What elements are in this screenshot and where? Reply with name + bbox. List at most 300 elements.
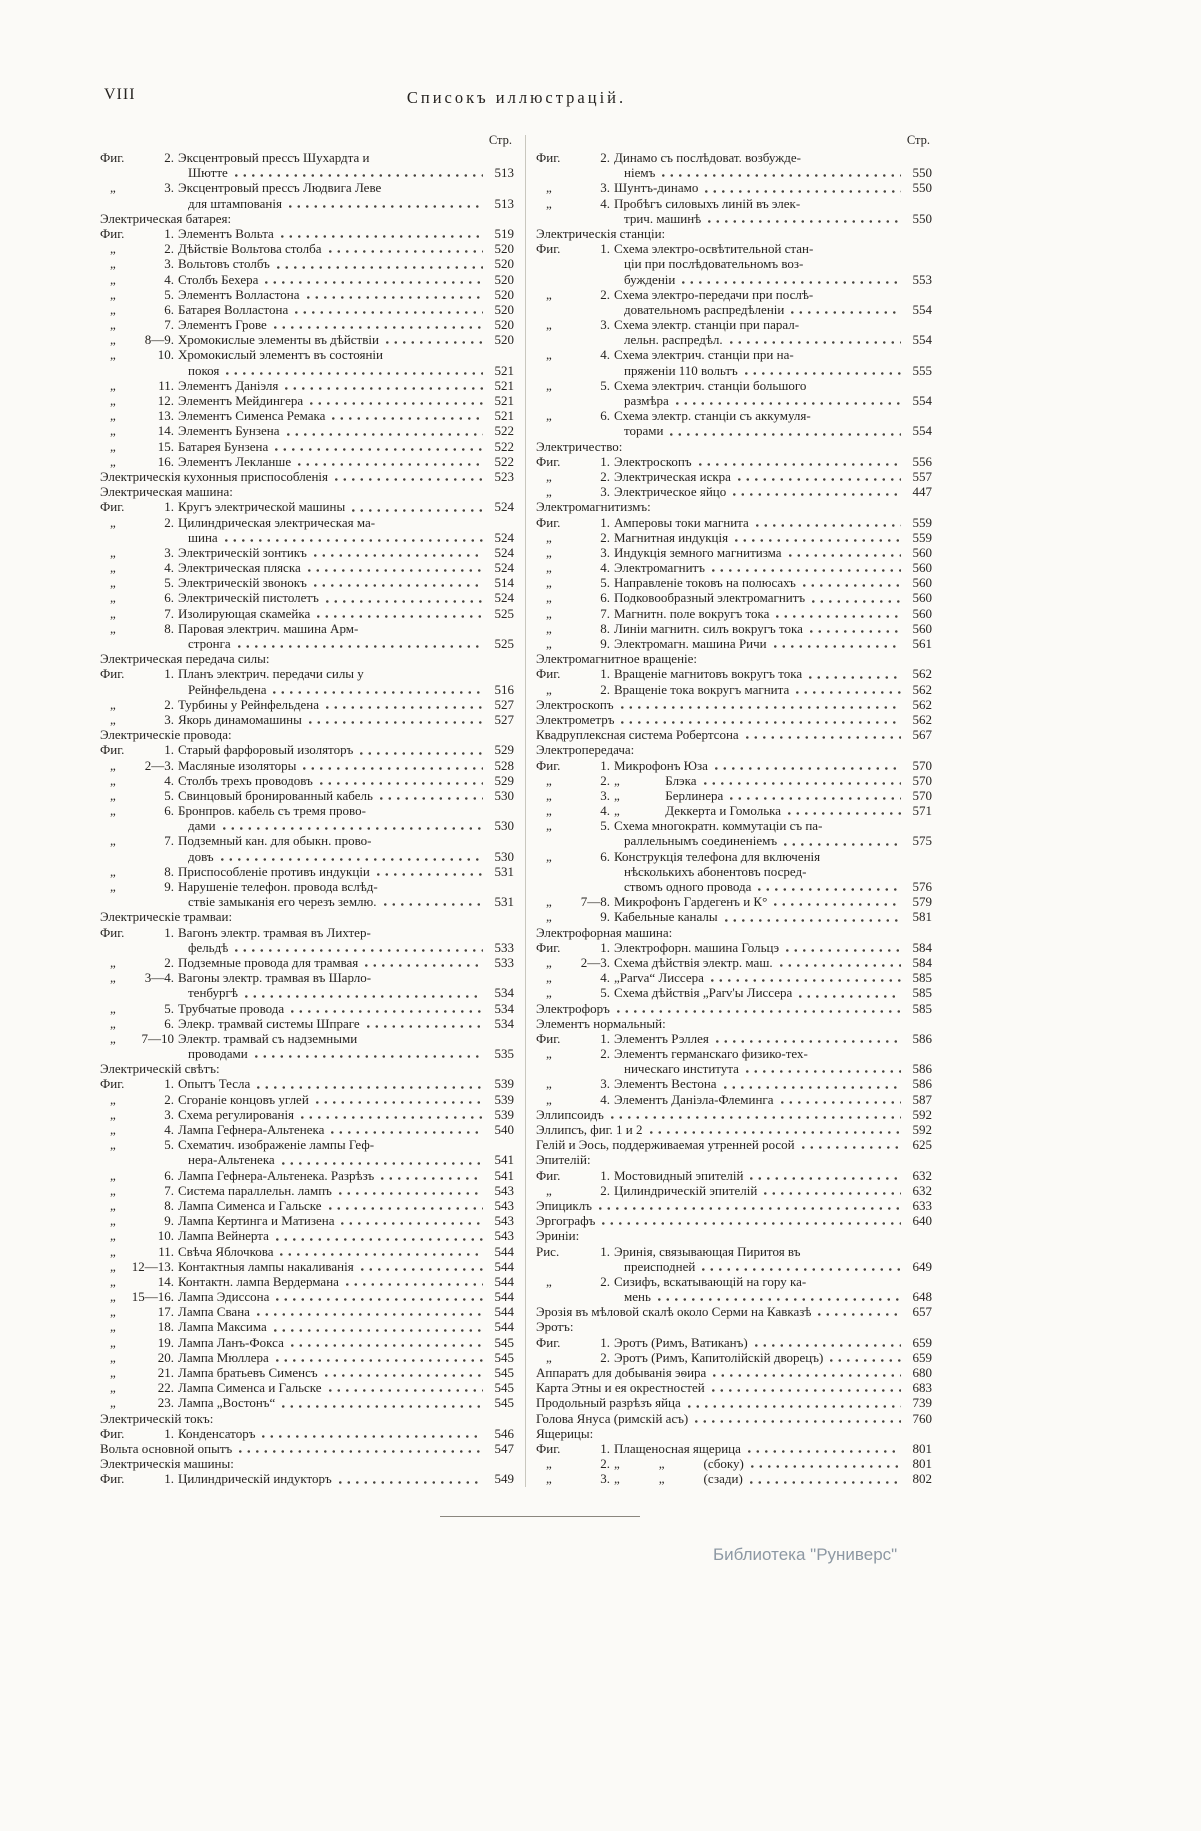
figure-number: 5. — [164, 1137, 174, 1153]
dot-leader — [365, 964, 483, 967]
figure-marker: „ — [546, 681, 552, 697]
entry-text: покоя — [188, 362, 220, 378]
entry-text: пряженіи 110 вольтъ — [624, 362, 738, 378]
entry-text: Элементъ нормальный: — [536, 1015, 666, 1031]
page-number: 525 — [494, 605, 514, 621]
figure-number: 1. — [600, 241, 610, 257]
section-heading — [536, 1426, 932, 1441]
page-number: 562 — [912, 711, 932, 727]
page-number: 585 — [912, 985, 932, 1001]
page-number: 554 — [912, 393, 932, 408]
figure-entry — [100, 241, 514, 256]
dot-leader — [257, 1086, 483, 1089]
entry-text: Электрофорн. машина Гольцэ — [614, 939, 780, 955]
figure-entry — [536, 1183, 932, 1198]
dot-leader — [276, 1238, 483, 1241]
entry-text: Подковообразный электромагнитъ — [614, 590, 806, 606]
figure-entry — [100, 317, 514, 332]
figure-label — [100, 970, 174, 985]
figure-number: 5. — [164, 787, 174, 803]
dot-leader — [611, 1116, 901, 1119]
figure-entry — [536, 530, 932, 545]
figure-marker: „ — [110, 438, 116, 454]
figure-entry — [100, 408, 514, 423]
figure-label — [100, 1259, 174, 1274]
entry-text: Электрическія станціи: — [536, 225, 666, 241]
index-entry — [536, 1198, 932, 1213]
entry-text: Электрофорная машина: — [536, 924, 673, 940]
figure-number: 7—10 — [141, 1030, 174, 1046]
entry-continuation — [536, 879, 932, 894]
figure-label — [100, 1031, 174, 1046]
figure-entry — [100, 1122, 514, 1137]
entry-text: „ Берлинера — [614, 787, 724, 803]
entry-continuation — [536, 363, 932, 378]
figure-marker: Фиг. — [100, 499, 125, 515]
dot-leader — [621, 706, 901, 709]
page-number: 521 — [494, 377, 514, 393]
figure-marker: Фиг. — [100, 1076, 125, 1092]
figure-label — [536, 940, 610, 955]
page-number: 801 — [912, 1456, 932, 1472]
page-number: 549 — [494, 1471, 514, 1487]
entry-text: Элементъ Даніэла-Флеминга — [614, 1091, 774, 1107]
page-number: 541 — [494, 1152, 514, 1168]
dot-leader — [796, 691, 901, 694]
figure-entry — [100, 393, 514, 408]
figure-number: 5. — [164, 1000, 174, 1016]
entry-text: Вагонъ электр. трамвая въ Лихтер- — [178, 924, 371, 940]
figure-entry — [100, 1016, 514, 1031]
figure-number: 10. — [157, 1228, 174, 1244]
figure-label — [100, 955, 174, 970]
dot-leader — [341, 1222, 483, 1225]
figure-marker: „ — [546, 772, 552, 788]
figure-number: 8—9. — [144, 332, 174, 348]
dot-leader — [276, 1298, 483, 1301]
entry-text: Сизифъ, вскатывающій на гору ка- — [614, 1273, 807, 1289]
figure-marker: „ — [110, 317, 116, 333]
dot-leader — [310, 402, 483, 405]
entry-continuation — [536, 1289, 932, 1304]
page-number: 521 — [494, 393, 514, 408]
page-number: 534 — [494, 1000, 514, 1016]
figure-entry — [536, 682, 932, 697]
figure-label — [536, 575, 610, 590]
index-entry — [100, 1441, 514, 1456]
entry-text: Система параллельн. лампъ — [178, 1182, 332, 1198]
figure-number: 9. — [600, 636, 610, 651]
page-number: 524 — [494, 529, 514, 545]
figure-entry — [100, 1259, 514, 1274]
section-heading — [100, 651, 514, 666]
entry-text: Лампа Ланъ-Фокса — [178, 1334, 284, 1350]
entry-text: Конденсаторъ — [178, 1425, 256, 1441]
figure-number: 2. — [600, 150, 610, 165]
page-number: 586 — [912, 1061, 932, 1077]
page-number: 553 — [912, 271, 932, 287]
figure-entry — [536, 606, 932, 621]
entry-text: Схема электро-освѣтительной стан- — [614, 241, 814, 257]
figure-number: 7. — [164, 605, 174, 621]
figure-label — [100, 1092, 174, 1107]
page-number: 544 — [494, 1273, 514, 1289]
figure-entry — [536, 940, 932, 955]
figure-number: 5. — [600, 377, 610, 393]
dot-leader — [730, 797, 901, 800]
page-number: 531 — [494, 863, 514, 879]
figure-marker: „ — [110, 1091, 116, 1107]
figure-entry — [100, 302, 514, 317]
page-number: 560 — [912, 605, 932, 621]
figure-marker: „ — [110, 241, 116, 257]
dot-leader — [386, 341, 483, 344]
figure-entry — [536, 241, 932, 256]
figure-number: 3. — [164, 711, 174, 727]
page-number: 683 — [912, 1380, 932, 1396]
entry-text: Эргографъ — [536, 1213, 596, 1229]
entry-text: Элементъ Вольта — [178, 225, 274, 241]
figure-number: 1. — [164, 1425, 174, 1441]
figure-label — [536, 484, 610, 499]
page-number: 539 — [494, 1106, 514, 1122]
figure-number: 1. — [600, 666, 610, 682]
entry-text: Кабельные каналы — [614, 909, 718, 925]
figure-number: 4. — [600, 195, 610, 211]
figure-label — [100, 302, 174, 317]
figure-label — [100, 788, 174, 803]
page-number: 546 — [494, 1425, 514, 1441]
page-number: 625 — [912, 1137, 932, 1153]
figure-marker: „ — [110, 954, 116, 970]
entry-text: Дѣйствіе Вольтова столба — [178, 241, 322, 257]
dot-leader — [746, 736, 901, 739]
page-number: 524 — [494, 560, 514, 576]
entry-text: мень — [624, 1289, 651, 1305]
entry-text: Батарея Бунзена — [178, 438, 269, 454]
entry-text: Электрическій токъ: — [100, 1410, 214, 1426]
section-heading — [100, 1411, 514, 1426]
figure-marker: „ — [546, 894, 552, 910]
dot-leader — [716, 1040, 901, 1043]
figure-entry — [100, 1319, 514, 1334]
figure-number: 2. — [164, 241, 174, 257]
section-heading — [100, 211, 514, 226]
dot-leader — [235, 174, 483, 177]
figure-marker: „ — [110, 544, 116, 560]
page-number: 523 — [494, 468, 514, 484]
figure-entry — [100, 697, 514, 712]
page-number: 547 — [494, 1440, 514, 1456]
entry-text: Мостовидный эпителій — [614, 1167, 744, 1183]
figure-label — [100, 742, 174, 757]
entry-text: Лампа Гефнера-Альтенека — [178, 1122, 325, 1137]
page-number: 561 — [912, 636, 932, 651]
figure-entry — [100, 1426, 514, 1441]
figure-entry — [536, 985, 932, 1000]
page-number: 562 — [912, 681, 932, 697]
index-entry — [536, 1304, 932, 1319]
figure-number: 2. — [600, 1182, 610, 1198]
dot-leader — [602, 1222, 901, 1225]
entry-continuation — [536, 833, 932, 848]
page-number: 513 — [494, 165, 514, 181]
entry-text: Электр. трамвай съ надземными — [178, 1030, 358, 1046]
figure-marker: „ — [110, 879, 116, 894]
figure-label — [100, 1395, 174, 1410]
entry-text: Гелій и Эось, поддерживаемая утренней росой — [536, 1137, 795, 1153]
figure-number: 3. — [164, 180, 174, 196]
entry-text: Элементъ Вестона — [614, 1076, 717, 1092]
dot-leader — [367, 1025, 483, 1028]
figure-label — [536, 1456, 610, 1471]
figure-label — [100, 1122, 174, 1137]
entry-text: Вращеніе тока вокругъ магнита — [614, 681, 790, 697]
figure-label — [100, 393, 174, 408]
page-number: 581 — [912, 909, 932, 925]
figure-label — [536, 849, 610, 864]
figure-label — [100, 1380, 174, 1395]
figure-number: 17. — [157, 1304, 174, 1320]
figure-entry — [100, 256, 514, 271]
dot-leader — [745, 372, 901, 375]
figure-entry — [536, 454, 932, 469]
figure-marker: „ — [546, 803, 552, 819]
figure-marker: Фиг. — [100, 742, 125, 758]
entry-text: ствомъ одного провода — [624, 879, 752, 894]
figure-number: 1. — [600, 757, 610, 773]
figure-number: 1. — [164, 924, 174, 940]
dot-leader — [695, 1420, 901, 1423]
section-heading — [100, 1456, 514, 1471]
page-number: 521 — [494, 362, 514, 378]
figure-marker: „ — [110, 393, 116, 408]
figure-entry — [536, 803, 932, 818]
page-number: 560 — [912, 590, 932, 606]
entry-text: Схема электро-передачи при послѣ- — [614, 286, 814, 302]
figure-number: 10. — [157, 347, 174, 363]
dot-leader — [704, 782, 901, 785]
entry-text: Линіи магнитн. силъ вокругъ тока — [614, 620, 803, 636]
entry-text: ціи при послѣдовательномъ воз- — [624, 256, 804, 272]
figure-marker: „ — [546, 377, 552, 393]
figure-entry — [100, 742, 514, 757]
index-entry — [536, 697, 932, 712]
entry-text: Электрическая искра — [614, 468, 731, 484]
entry-text: Шютте — [188, 165, 228, 181]
entry-text: Якорь динамомашины — [178, 711, 302, 727]
figure-entry — [536, 636, 932, 651]
entry-continuation — [100, 849, 514, 864]
entry-text: Контактныя лампы накаливанія — [178, 1258, 354, 1274]
figure-number: 1. — [164, 225, 174, 241]
figure-number: 1. — [164, 1471, 174, 1487]
figure-entry — [536, 469, 932, 484]
page-number: 522 — [494, 453, 514, 469]
figure-label — [536, 1441, 610, 1456]
page-number: 544 — [494, 1289, 514, 1305]
figure-entry — [100, 925, 514, 940]
page-number: 539 — [494, 1076, 514, 1092]
figure-entry — [536, 347, 932, 362]
page-number: 632 — [912, 1182, 932, 1198]
figure-marker: „ — [110, 757, 116, 773]
figure-marker: „ — [546, 954, 552, 970]
dot-leader — [711, 979, 901, 982]
section-heading — [536, 1228, 932, 1243]
entry-text: Эротъ: — [536, 1319, 574, 1335]
figure-label — [536, 1031, 610, 1046]
entry-text: Рейнфельдена — [188, 681, 267, 697]
entry-continuation — [100, 636, 514, 651]
section-heading — [536, 439, 932, 454]
entry-continuation — [536, 864, 932, 879]
entry-text: Свинцовый бронированный кабель — [178, 787, 373, 803]
page-number: 659 — [912, 1334, 932, 1350]
dot-leader — [331, 1131, 483, 1134]
figure-number: 7. — [164, 833, 174, 849]
column-page-header: Стр. — [488, 133, 512, 147]
figure-entry — [536, 545, 932, 560]
dot-leader — [748, 1450, 901, 1453]
entry-text: Эрозія въ мѣловой скалѣ около Серми на Кавказѣ — [536, 1304, 812, 1320]
dot-leader — [809, 676, 901, 679]
figure-marker: „ — [110, 423, 116, 439]
entry-text: дами — [188, 818, 216, 834]
figure-label — [100, 560, 174, 575]
dot-leader — [317, 615, 483, 618]
figure-entry — [536, 1244, 932, 1259]
figure-marker: „ — [546, 818, 552, 834]
entry-text: Изолирующая скамейка — [178, 605, 311, 621]
figure-entry — [536, 150, 932, 165]
dot-leader — [713, 1374, 901, 1377]
figure-label — [100, 575, 174, 590]
figure-number: 2. — [600, 468, 610, 484]
entry-text: Лампа Сименса и Гальске — [178, 1197, 322, 1213]
dot-leader — [273, 691, 483, 694]
dot-leader — [746, 1070, 901, 1073]
entry-text: Аппаратъ для добыванія эѳира — [536, 1365, 707, 1380]
figure-number: 9. — [600, 909, 610, 925]
figure-number: 3. — [164, 256, 174, 272]
entry-text: Электромагнитъ — [614, 560, 705, 576]
figure-label — [536, 788, 610, 803]
dot-leader — [774, 645, 901, 648]
page-number: 539 — [494, 1091, 514, 1107]
figure-number: 8. — [600, 620, 610, 636]
dot-leader — [724, 1086, 901, 1089]
dot-leader — [361, 1268, 483, 1271]
dot-leader — [298, 463, 483, 466]
figure-number: 2. — [600, 1046, 610, 1062]
entry-text: Нарушеніе телефон. провода вслѣд- — [178, 879, 378, 894]
entry-text: „ Деккерта и Гомолька — [614, 803, 782, 819]
figure-entry — [100, 970, 514, 985]
dot-leader — [784, 843, 901, 846]
entry-text: Цилиндрическій эпителій — [614, 1182, 758, 1198]
dot-leader — [708, 220, 901, 223]
entry-text: Электрометръ — [536, 711, 615, 727]
entry-text: Эллипсоидъ — [536, 1106, 604, 1122]
column-divider — [525, 135, 526, 1487]
page-number: 527 — [494, 696, 514, 712]
figure-marker: Фиг. — [536, 241, 561, 257]
figure-entry — [100, 150, 514, 165]
figure-number: 1. — [600, 1334, 610, 1350]
page-number: 520 — [494, 317, 514, 333]
dot-leader — [295, 311, 483, 314]
figure-entry — [100, 1289, 514, 1304]
figure-label — [100, 666, 174, 681]
dot-leader — [314, 584, 483, 587]
entry-text: „Parva“ Лиссера — [614, 970, 704, 986]
page-number: 560 — [912, 544, 932, 560]
entry-text: Схема дѣйствія электр. маш. — [614, 954, 773, 970]
figure-label — [536, 530, 610, 545]
figure-entry — [536, 1076, 932, 1091]
page-number: 570 — [912, 787, 932, 803]
figure-label — [536, 636, 610, 651]
entry-text: Направленіе токовъ на полюсахъ — [614, 575, 796, 591]
figure-marker: „ — [546, 347, 552, 363]
figure-label — [100, 1183, 174, 1198]
figure-number: 2. — [164, 1091, 174, 1107]
dot-leader — [281, 235, 483, 238]
figure-number: 6. — [600, 590, 610, 606]
entry-text: Электрическія кухонныя приспособленія — [100, 468, 329, 484]
dot-leader — [758, 888, 901, 891]
entry-continuation — [100, 530, 514, 545]
page-number: 524 — [494, 590, 514, 606]
figure-marker: „ — [110, 1167, 116, 1183]
figure-number: 9. — [164, 1213, 174, 1229]
entry-text: Эллипсъ, фиг. 1 и 2 — [536, 1122, 643, 1137]
figure-marker: „ — [110, 347, 116, 363]
figure-marker: Фиг. — [536, 757, 561, 773]
entry-text: трич. машинѣ — [624, 210, 702, 226]
figure-entry — [536, 408, 932, 423]
figure-entry — [100, 1350, 514, 1365]
figure-entry — [100, 272, 514, 287]
entry-text: Магнитная индукція — [614, 529, 729, 545]
figure-marker: Фиг. — [100, 666, 125, 682]
dot-leader — [688, 1405, 901, 1408]
entry-text: Лампа Кертинга и Матизена — [178, 1213, 335, 1229]
figure-number: 2. — [600, 286, 610, 302]
page-number: 529 — [494, 772, 514, 788]
entry-text: Турбины у Рейнфельдена — [178, 696, 320, 712]
figure-label — [100, 545, 174, 560]
figure-entry — [100, 1092, 514, 1107]
figure-marker: „ — [110, 1395, 116, 1411]
page-number: 516 — [494, 681, 514, 697]
dot-leader — [303, 767, 483, 770]
figure-marker: „ — [546, 317, 552, 333]
figure-label — [100, 226, 174, 241]
figure-marker: „ — [110, 1197, 116, 1213]
page-number: 520 — [494, 286, 514, 302]
entry-text: Микрофонъ Юза — [614, 757, 708, 773]
figure-marker: „ — [110, 514, 116, 530]
figure-number: 2. — [600, 1273, 610, 1289]
figure-label — [536, 955, 610, 970]
figure-label — [100, 606, 174, 621]
entry-continuation — [100, 894, 514, 909]
entry-text: Столбъ Бехера — [178, 271, 259, 287]
figure-number: 1. — [600, 1243, 610, 1259]
page-number: 550 — [912, 165, 932, 181]
